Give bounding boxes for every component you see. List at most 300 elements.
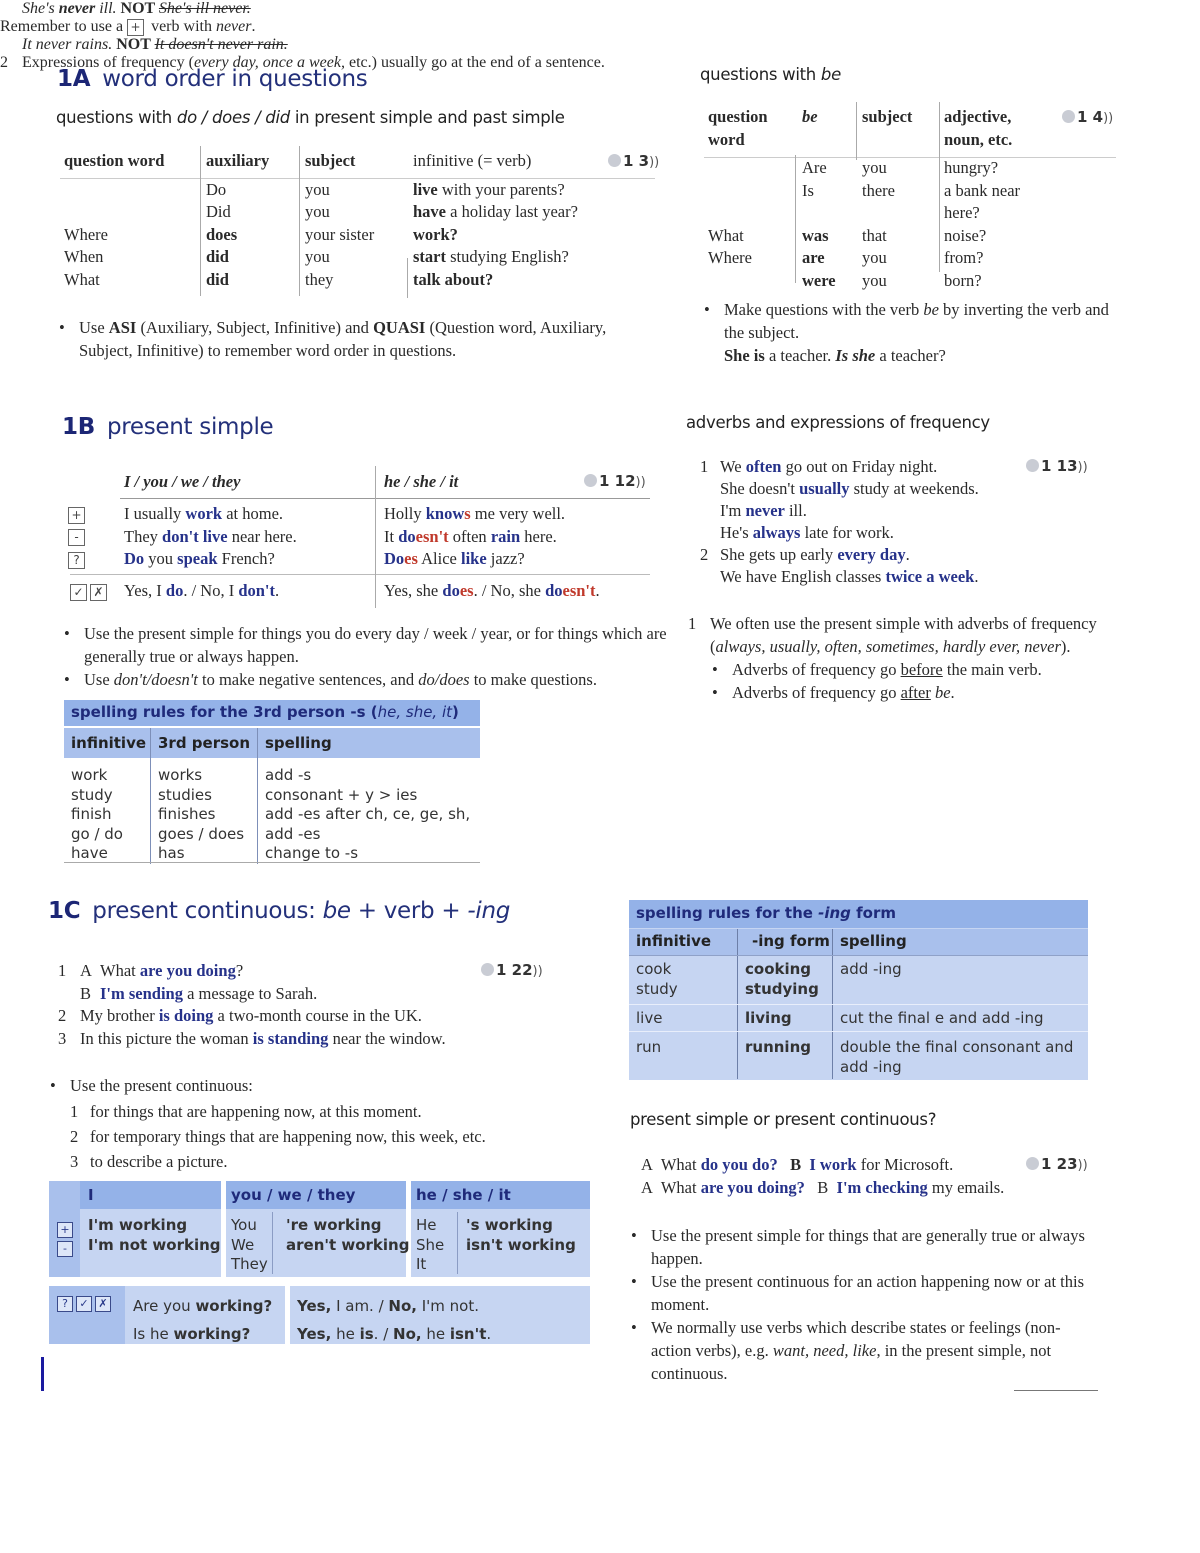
col-header-subject: subject (862, 107, 913, 126)
subject: We (231, 1235, 255, 1254)
speaker-a: A (641, 1155, 653, 1174)
em: be (322, 898, 351, 924)
ing-row-3-inf: run (636, 1038, 662, 1056)
verb: start (413, 247, 446, 266)
example-line (700, 500, 979, 522)
text: to make questions. (469, 670, 597, 689)
cell-aux: Do (206, 179, 227, 199)
he-she-column (384, 503, 654, 571)
em: always, usually, often, sometimes, hardly ever, never (715, 637, 1061, 656)
text: a message to Sarah. (182, 983, 318, 1003)
margin-bar (41, 1357, 44, 1391)
spelling-3rd-title (71, 703, 459, 721)
simple-vs-continuous-examples (641, 1154, 1004, 1199)
wrong-example: She's ill never. (158, 0, 251, 17)
asi-term: ASI (108, 318, 137, 337)
ing-row-2-rule: cut the final e and add -ing (840, 1009, 1044, 1027)
speaker: A (80, 961, 92, 980)
em: -ing (818, 904, 851, 922)
table-row (702, 225, 1060, 248)
text: Yes, I (124, 581, 166, 600)
rest: a holiday last year? (446, 202, 578, 221)
note-item (702, 298, 1112, 344)
cell-aux: did (206, 269, 229, 289)
section-1b-title (62, 414, 273, 440)
cell-rule: change to -s (265, 844, 359, 862)
text: No, (388, 1297, 417, 1315)
cell-subject: that (862, 225, 887, 245)
form: I'm working (88, 1216, 188, 1234)
frequency-examples (700, 456, 979, 588)
verb: talk about? (413, 269, 494, 289)
cell-third: has (158, 844, 185, 862)
divider (120, 498, 650, 499)
form: aren't working (286, 1235, 410, 1254)
cell-aux: does (206, 224, 238, 244)
not-label: NOT (116, 0, 159, 17)
cell-qword (702, 270, 796, 293)
present-simple-notes (62, 622, 672, 691)
text: working? (195, 1297, 273, 1315)
cell-rule: consonant + y > ies (265, 785, 418, 804)
audio-track: 13 (1056, 457, 1078, 475)
minus-box-icon: - (57, 1241, 73, 1257)
cell-subject: you (305, 202, 330, 221)
ing-row-2-ing: living (745, 1009, 792, 1027)
plus-box-icon: + (57, 1222, 73, 1238)
adverb: always (752, 523, 801, 542)
cell-qword: Where (64, 224, 108, 244)
text: Alice (417, 549, 461, 568)
table-row (702, 270, 1060, 293)
num: 2 (700, 545, 709, 564)
short-answer-left (124, 580, 279, 603)
text: by inverting the verb and the subject. (724, 300, 1109, 342)
text: study at weekends. (849, 479, 979, 498)
cell-rule: add -s (265, 766, 312, 784)
form: isn't working (466, 1235, 576, 1254)
sound-wave-icon: )) (1077, 460, 1088, 475)
text: (Auxiliary, Subject, Infinitive) and (136, 318, 374, 337)
text: form (850, 904, 897, 922)
cell-subject: your sister (305, 224, 375, 244)
col-header-subject: subject (305, 151, 356, 170)
text: Adverbs of frequency go (732, 660, 901, 679)
column-divider (272, 1212, 273, 1274)
audio-track-1-13[interactable] (1026, 457, 1088, 475)
text: She doesn't (720, 479, 800, 498)
question-box-icon: ? (68, 552, 85, 569)
subtitle-text: questions with (700, 65, 821, 84)
subject: They (231, 1255, 268, 1273)
verb: I work (809, 1155, 857, 1174)
question-example (124, 548, 374, 571)
subtitle-em: be (820, 65, 841, 84)
text: We often use the present simple with adverbs of frequency ( (710, 614, 1097, 656)
speaker-b: B (790, 1155, 802, 1174)
divider (629, 955, 1088, 956)
col-header-spelling: spelling (265, 734, 332, 752)
audio-track: 4 (1092, 108, 1104, 126)
frequency-rules (688, 612, 1098, 704)
subject: It (416, 1255, 427, 1273)
text: ill. (95, 0, 117, 17)
note-item (629, 1316, 1094, 1385)
cell-qword (702, 157, 796, 180)
row-question (68, 548, 88, 571)
text: I'm not. (416, 1297, 480, 1315)
adverb: twice a week (885, 567, 975, 586)
cell-third: finishes (158, 805, 216, 823)
text: She's (22, 0, 59, 17)
example-line (58, 983, 446, 1006)
speaker: B (80, 983, 92, 1003)
text: I usually (124, 504, 186, 523)
cell-aux: did (206, 247, 229, 266)
text: me very well. (470, 504, 566, 523)
verb: live (413, 179, 438, 199)
verb: have (413, 202, 446, 221)
text: near here. (227, 526, 297, 546)
minus-box-icon: - (68, 529, 85, 546)
row-negative (68, 526, 88, 549)
text: What (660, 1177, 701, 1197)
text: is (359, 1325, 374, 1343)
col-header-be: be (802, 107, 818, 126)
verb: are you doing? (700, 1177, 805, 1197)
text: Holly (384, 504, 426, 523)
verb: speak (177, 549, 218, 568)
ing-row-1-ing (745, 960, 819, 999)
text: -ing form (752, 932, 830, 950)
short-answer-symbols (70, 580, 110, 603)
divider (629, 1031, 1088, 1032)
text: ) (452, 703, 459, 721)
example-correct-wrong (0, 0, 1200, 18)
em: -ing (467, 898, 511, 924)
verb: do you do? (700, 1155, 778, 1174)
simple-vs-continuous-notes (629, 1224, 1094, 1385)
text: What (100, 961, 140, 980)
underlined: after (900, 683, 931, 702)
em: every day, once a week, (193, 54, 345, 71)
ending: es (459, 581, 474, 600)
text: . (905, 545, 910, 564)
cell-qword (702, 180, 796, 225)
plus-box-icon: + (68, 507, 85, 524)
table-row (702, 157, 1060, 180)
audio-track-1-23[interactable] (1026, 1155, 1088, 1173)
audio-disc-icon (1026, 1157, 1039, 1170)
rule-1 (688, 612, 1098, 658)
table-row (702, 247, 1060, 270)
text: , in the present simple, not continuous. (651, 1341, 1052, 1383)
audio-disc: 1 (623, 152, 634, 170)
col-header-ing-form (752, 932, 830, 950)
audio-track-1-22[interactable] (481, 961, 543, 979)
conj-answers (297, 1292, 491, 1348)
negative-example (124, 526, 374, 549)
text: They (124, 526, 163, 546)
audio-disc-icon (481, 963, 494, 976)
em: do/does (418, 670, 470, 689)
audio-track-1-12[interactable] (584, 472, 646, 490)
text: the main verb. (942, 660, 1042, 679)
cell-rest: hungry? (944, 158, 999, 177)
verb: are you doing (139, 961, 236, 980)
positive-example (124, 503, 374, 526)
cell-rule: add -es after ch, ce, ge, sh, (265, 805, 471, 823)
cell: cooking (745, 960, 812, 978)
col-header-spelling: spelling (840, 932, 907, 950)
ing-row-3-ing: running (745, 1038, 811, 1056)
audio-track-1-4[interactable] (1062, 108, 1113, 126)
use-item (70, 1099, 486, 1124)
ing-spelling-title (636, 904, 896, 922)
do-questions-subtitle (56, 108, 565, 127)
audio-disc: 1 (1041, 457, 1052, 475)
text: ). (1060, 637, 1071, 656)
conj-you-forms (286, 1216, 409, 1255)
cell-be: was (802, 225, 829, 245)
do-questions-table (58, 150, 659, 291)
subject: She (416, 1235, 445, 1254)
cell-subject: you (305, 247, 330, 266)
num: 1 (70, 1102, 79, 1121)
cell: study (636, 979, 678, 998)
be-example (724, 346, 946, 366)
text: Are you (133, 1297, 196, 1315)
em: want, need, like (772, 1341, 877, 1360)
cell-qword: Where (708, 248, 752, 267)
text: It (384, 526, 399, 546)
section-number: 1A (57, 66, 91, 92)
conj-he-subjects (416, 1216, 444, 1275)
conj-question-symbols (57, 1294, 114, 1312)
verb: is doing (158, 1006, 214, 1025)
cell: studying (745, 979, 819, 998)
em: don't/doesn't (113, 670, 198, 689)
text: never (58, 0, 96, 17)
verb: work? (413, 224, 458, 244)
frequency-subtitle: adverbs and expressions of frequency (686, 413, 990, 432)
verb: know (425, 504, 465, 523)
not-label: NOT (112, 36, 155, 53)
be-note (702, 298, 1112, 344)
aux: do (442, 581, 460, 600)
table-row (58, 224, 659, 247)
text: . / (373, 1325, 394, 1343)
num: 3 (58, 1028, 67, 1048)
em: be (934, 683, 951, 702)
cell-rule: add -es (265, 824, 321, 843)
cell-subject: you (862, 158, 887, 177)
text: . (486, 1325, 492, 1343)
text: I am. / (331, 1297, 389, 1315)
ing-row-2-inf: live (636, 1009, 663, 1027)
uses-list (70, 1099, 486, 1174)
subtitle-text: in present simple and past simple (289, 108, 565, 127)
text: Remember to use a (0, 18, 128, 35)
cell-verb (407, 179, 659, 202)
speaker-b: B (817, 1177, 829, 1197)
num: 2 (0, 54, 8, 71)
text: isn't (449, 1325, 487, 1343)
table-row (58, 201, 659, 224)
text: We (720, 457, 746, 476)
cell-verb (407, 201, 659, 224)
col-header-i-you-we-they: I / you / we / they (124, 472, 241, 491)
col-header-infinitive: infinitive (71, 734, 147, 752)
example-line (700, 456, 979, 478)
cell-qword (58, 179, 200, 202)
audio-disc-icon (1062, 110, 1075, 123)
text: + verb + (350, 898, 468, 924)
cell-third: works (158, 766, 203, 784)
symbol-row (57, 1219, 76, 1238)
cell-verb (407, 246, 659, 269)
cell-subject: they (305, 269, 334, 289)
col-header-he-she-it: he / she / it (416, 1186, 511, 1204)
aux: Do (384, 549, 405, 568)
note-item: • Use the present simple for things you do every day / week / year, or for things which are generally true or always happen. (62, 622, 672, 668)
text: for Microsoft. (856, 1155, 954, 1174)
text: Yes, (297, 1297, 332, 1315)
asi-quasi-note (57, 316, 657, 362)
text: (Question word, Auxiliary, Subject, Infinitive) to remember word order in questions. (79, 318, 607, 360)
text: jazz? (486, 549, 525, 568)
note-item (57, 316, 657, 362)
cell-subject: there (862, 180, 895, 200)
text: Make questions with the verb (724, 300, 924, 319)
conj-head-i (80, 1181, 221, 1209)
be-em: be (923, 300, 939, 319)
question-example (384, 548, 654, 571)
aux: do (545, 581, 563, 600)
text: spelling rules for the 3rd person -s ( (71, 703, 378, 721)
text: spelling rules for the (636, 904, 819, 922)
column-divider (457, 1212, 458, 1274)
example-line (58, 1028, 446, 1051)
audio-disc: 1 (599, 472, 610, 490)
text: . / No, she (473, 581, 546, 600)
example-line (58, 1005, 446, 1028)
short-answer-right (384, 580, 600, 603)
audio-disc: 1 (1077, 108, 1088, 126)
text: for things that are happening now, at this moment. (90, 1102, 422, 1121)
text: . (595, 581, 600, 600)
table-header-row (702, 106, 1060, 157)
em: he, she, it (377, 703, 453, 721)
text: Use (79, 318, 109, 337)
cell-third: goes / does (158, 824, 245, 843)
cell-rest: born? (944, 270, 982, 290)
table-row (58, 269, 659, 292)
text: What (660, 1155, 701, 1174)
subject: He (416, 1216, 437, 1234)
speaker-a: A (641, 1177, 653, 1197)
aux: do (165, 581, 184, 600)
text: . (950, 683, 955, 702)
text: often (448, 526, 491, 546)
cell-be: are (802, 248, 825, 267)
text: here. (520, 526, 557, 546)
spelling-3rd-rules (265, 766, 470, 864)
plus-box-icon: + (127, 19, 144, 36)
text: present continuous: (92, 898, 323, 924)
rest: with your parents? (437, 179, 565, 199)
conj-i-forms (88, 1216, 221, 1255)
text: I'm (720, 501, 746, 520)
answer (297, 1320, 491, 1348)
text: he (331, 1325, 360, 1343)
cell-aux: Did (206, 202, 231, 221)
divider (70, 574, 650, 575)
sound-wave-icon: )) (1077, 1158, 1088, 1173)
text: He's (720, 523, 753, 542)
num: 2 (70, 1127, 79, 1146)
subtitle-em: do / does / did (176, 108, 290, 127)
sound-wave-icon: )) (635, 475, 646, 490)
table-row (702, 180, 1060, 225)
verb: don't live (162, 526, 228, 546)
audio-track: 3 (638, 152, 650, 170)
text: go out on Friday night. (781, 457, 938, 476)
col-header-auxiliary: auxiliary (206, 151, 270, 170)
ending: esn't (415, 526, 449, 546)
text: to make negative sentences, and (197, 670, 419, 689)
cell-rest: a bank near here? (944, 180, 1021, 222)
section-1c-title (48, 898, 510, 924)
text: . (974, 567, 979, 586)
text: Adverbs of frequency go (732, 683, 901, 702)
ending: es (404, 549, 418, 568)
cross-box-icon: ✗ (95, 1296, 111, 1312)
gap (221, 1181, 226, 1277)
text: No, (393, 1325, 422, 1343)
gap (285, 1286, 290, 1344)
text: We normally use verbs which describe states or feelings (non-action verbs), e.g. (651, 1318, 1061, 1360)
text: Yes, she (384, 581, 443, 600)
col-header-question-word: question word (64, 151, 165, 170)
sound-wave-icon: )) (649, 155, 660, 170)
cell-qword: When (64, 247, 104, 266)
cell-inf: finish (71, 805, 112, 823)
text: late for work. (800, 523, 894, 542)
cell-verb (407, 269, 659, 292)
section-number: 1B (62, 414, 95, 440)
use-intro: • Use the present continuous: (48, 1074, 588, 1097)
example-line (700, 478, 979, 500)
text: She gets up early (720, 545, 838, 564)
aux: do (398, 526, 416, 546)
col-header-infinitive: infinitive (636, 932, 712, 950)
cell-inf: work (71, 766, 108, 784)
col-header-you-we-they: you / we / they (231, 1186, 356, 1204)
text: . / No, I (183, 581, 239, 600)
spelling-3rd-forms (158, 766, 244, 864)
num: 1 (58, 961, 67, 980)
cell-be: were (802, 270, 836, 290)
text: My brother (80, 1006, 159, 1025)
cell-third: studies (158, 785, 212, 804)
note-item (62, 668, 672, 691)
form: 're working (286, 1216, 382, 1234)
present-continuous-uses (48, 1074, 588, 1097)
cell-be: Is (802, 180, 814, 200)
text: for temporary things that are happening now, this week, etc. (90, 1127, 486, 1146)
question-box-icon: ? (57, 1296, 73, 1312)
